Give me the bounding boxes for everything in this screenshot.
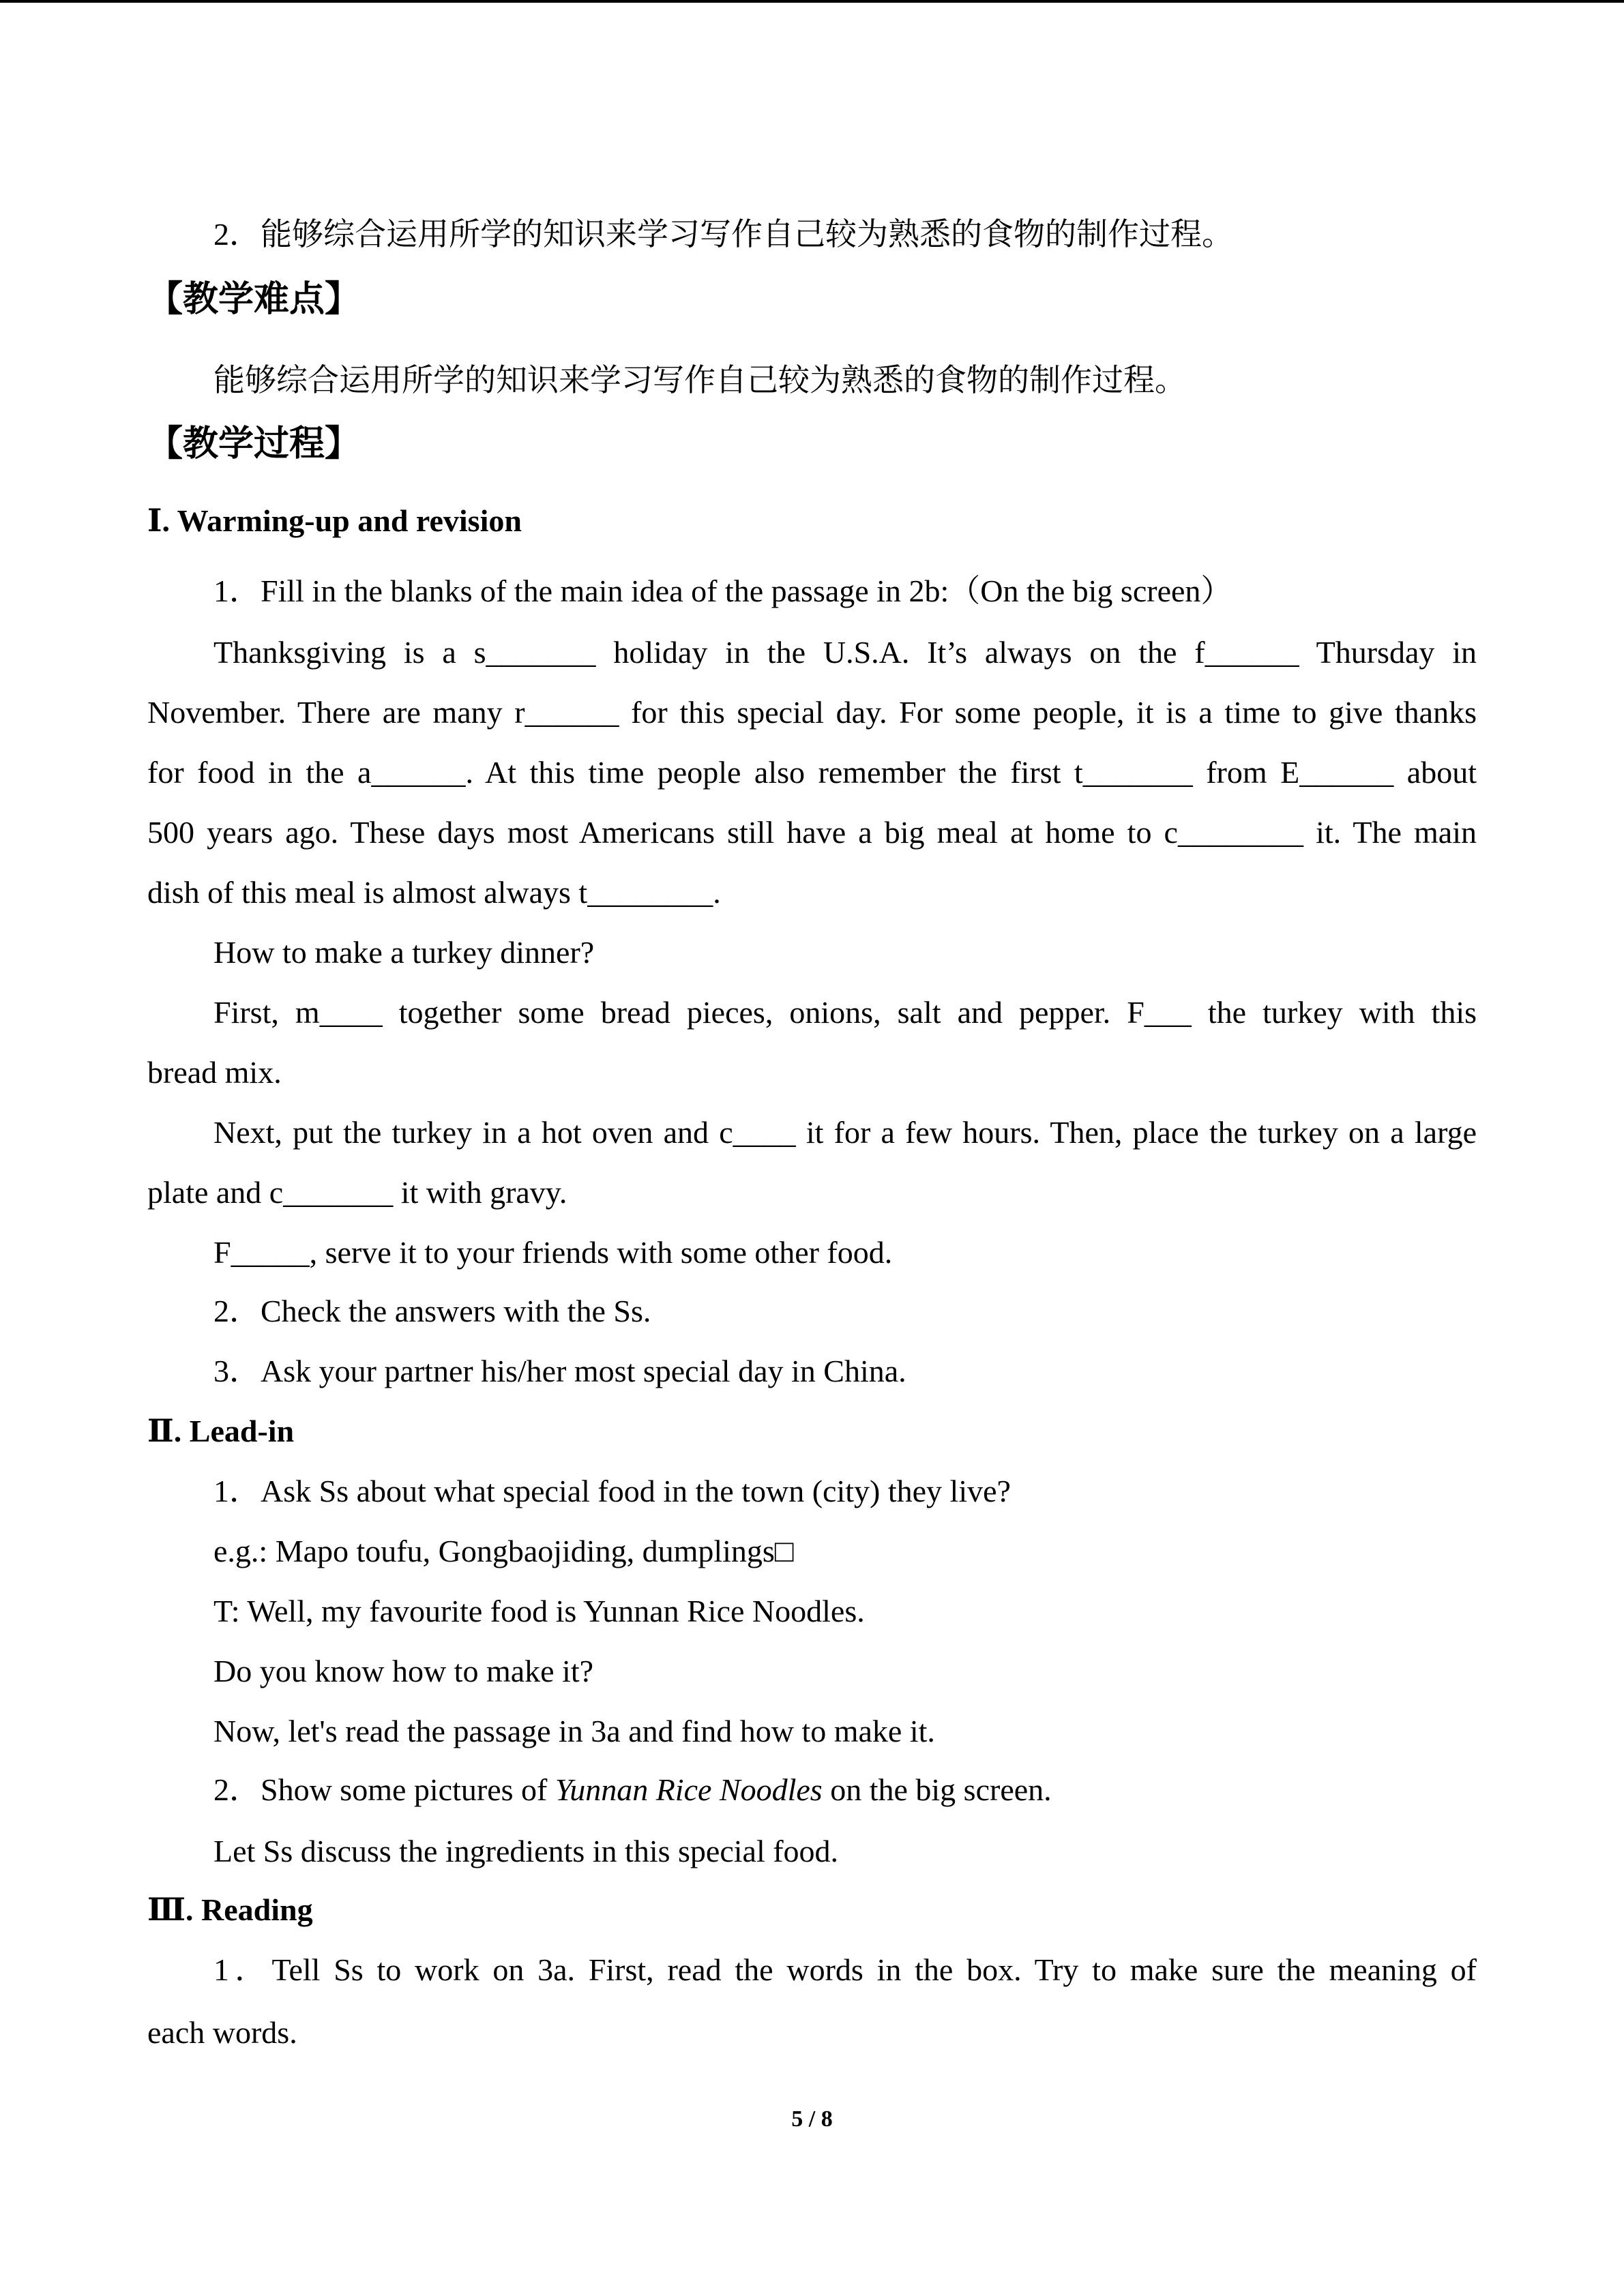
step-2-2 [213,1770,1624,1810]
heading-teaching-difficulty: 【教学难点】 [147,279,361,320]
page-number: 5 / 8 [791,2106,833,2132]
question-make-it: Do you know how to make it? [213,1654,594,1688]
passage-line-4: 500 years ago. These days most Americans still have a big meal at home to c________ it. The main [147,815,1477,850]
step-2-1: 1．Ask Ss about what special food in the town (city) they live? [213,1474,1011,1508]
instruction-read-3a: Now, let's read the passage in 3a and find how to make it. [213,1714,935,1748]
teacher-line: T: Well, my favourite food is Yunnan Rice Noodles. [213,1594,865,1628]
step-first-line-2: bread mix. [147,1055,282,1090]
section-3-title: Ⅲ. Reading [147,1892,313,1927]
step-2-2-dish: Yunnan Rice Noodles [555,1772,823,1807]
difficulty-text: 能够综合运用所学的知识来学习写作自己较为熟悉的食物的制作过程。 [213,363,1186,398]
step-next-line-1: Next, put the turkey in a hot oven and c____ it for a few hours. Then, place the turkey on a large [213,1115,1477,1150]
section-2-title: Ⅱ. Lead-in [147,1414,295,1448]
step-finally: F_____, serve it to your friends with some other food. [213,1235,893,1270]
step-first-line-1: First, m____ together some bread pieces, onions, salt and pepper. F___ the turkey with this [213,995,1477,1030]
question-turkey: How to make a turkey dinner? [213,935,595,970]
step-3-1-line-1: 1．Tell Ss to work on 3a. First, read the words in the box. Try to make sure the meaning of [213,1952,1477,1987]
step-1-2: 2．Check the answers with the Ss. [213,1294,651,1328]
step-2-2-suffix: on the big screen. [822,1772,1052,1807]
passage-line-1: Thanksgiving is a s_______ holiday in the U.S.A. It’s always on the f______ Thursday in [213,635,1477,670]
top-border [0,0,1624,3]
section-1-title: Ⅰ. Warming-up and revision [147,503,522,538]
passage-line-5: dish of this meal is almost always t________. [147,875,721,910]
step-1-1: 1．Fill in the blanks of the main idea of the passage in 2b:（On the big screen） [213,573,1232,608]
passage-line-2: November. There are many r______ for this special day. For some people, it is a time to give thanks [147,695,1477,730]
step-2-discuss: Let Ss discuss the ingredients in this special food. [213,1834,839,1868]
objective-2-text: 2．能够综合运用所学的知识来学习写作自己较为熟悉的食物的制作过程。 [213,217,1233,252]
heading-teaching-process: 【教学过程】 [147,423,361,464]
step-2-examples: e.g.: Mapo toufu, Gongbaojiding, dumplings□ [213,1534,794,1568]
step-2-2-prefix: 2．Show some pictures of [213,1772,555,1807]
step-3-1-line-2: each words. [147,2015,297,2050]
step-next-line-2: plate and c_______ it with gravy. [147,1175,567,1210]
passage-line-3: for food in the a______. At this time people also remember the first t_______ from E______ about [147,755,1477,790]
step-1-3: 3．Ask your partner his/her most special day in China. [213,1354,906,1388]
